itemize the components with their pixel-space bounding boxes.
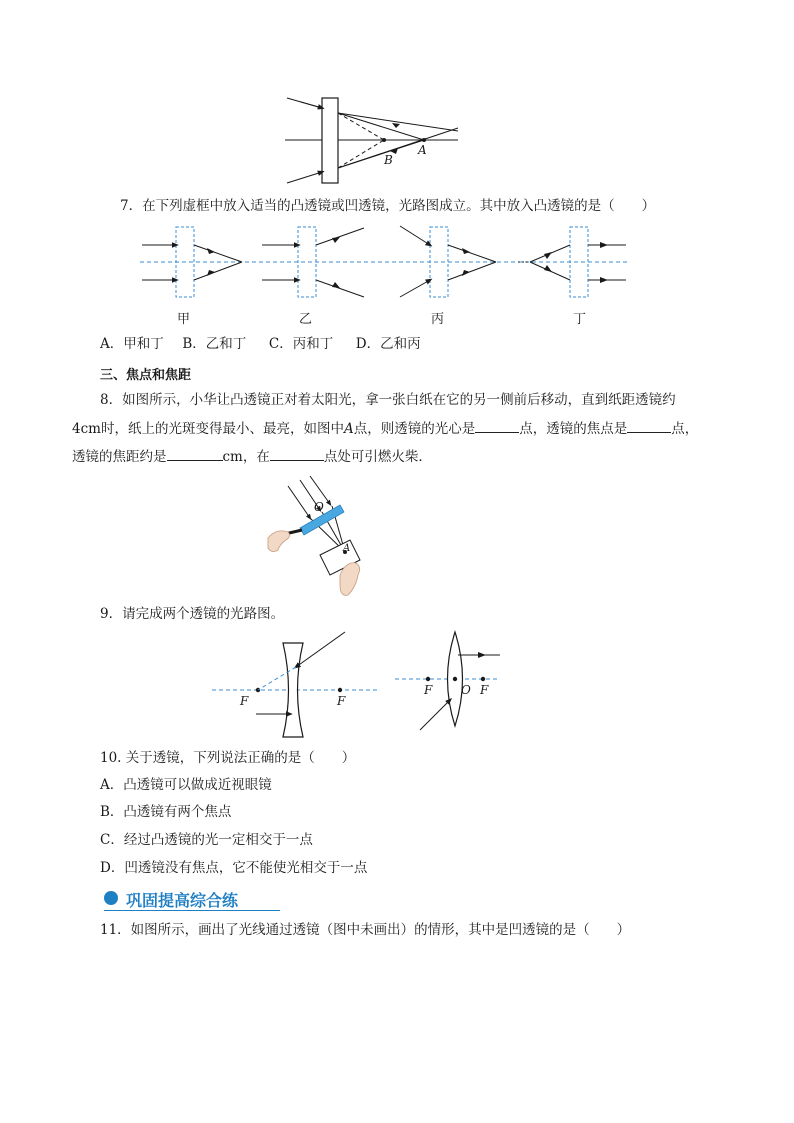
q10-option-c[interactable]: C．经过凸透镜的光一定相交于一点 (100, 832, 313, 848)
caption-yi: 乙 (299, 312, 313, 327)
caption-jia: 甲 (177, 312, 191, 327)
label-b: B (384, 153, 393, 167)
q8-text-g: 点处可引燃火柴． (323, 449, 432, 465)
caption-bing: 丙 (431, 312, 445, 327)
q8-text-b: 点，则透镜的光心是 (353, 421, 476, 437)
banner-dot-icon (104, 891, 118, 905)
q10-option-d[interactable]: D．凹透镜没有焦点，它不能使光相交于一点 (100, 860, 368, 876)
question-11: 11．如图所示，画出了光线通过透镜（图中未画出）的情形，其中是凹透镜的是（ ） (100, 922, 631, 938)
q9-right-o: O (461, 683, 471, 697)
q10-option-a[interactable]: A．凸透镜可以做成近视眼镜 (100, 777, 272, 793)
q9-right-f1: F (424, 683, 433, 697)
q8-text-d: 点， (671, 421, 699, 437)
q7-option-b[interactable]: B．乙和丁 (182, 336, 247, 352)
q9-left-f1: F (240, 694, 249, 708)
section-3-title: 三、焦点和焦距 (100, 368, 192, 383)
q9-right-f2: F (480, 683, 489, 697)
q7-option-d[interactable]: D．乙和丙 (355, 336, 421, 352)
q7-option-a[interactable]: A．甲和丁 (100, 336, 164, 352)
question-8-line1: 8．如图所示，小华让凸透镜正对着太阳光，拿一张白纸在它的另一侧前后移动，直到纸距透镜约 (100, 392, 676, 408)
q8-text-c: 点，透镜的焦点是 (519, 421, 628, 437)
q7-option-c[interactable]: C．丙和丁 (268, 336, 334, 352)
caption-ding: 丁 (573, 312, 587, 327)
q9-left-f2: F (337, 694, 346, 708)
q8-label-a: A (343, 543, 351, 554)
banner-title: 巩固提高综合练 (126, 891, 239, 910)
question-9: 9．请完成两个透镜的光路图。 (100, 606, 285, 622)
label-a: A (418, 143, 427, 157)
question-10: 10. 关于透镜，下列说法正确的是（ ） (100, 750, 356, 766)
q8-point-a: A (343, 421, 354, 437)
question-7: 7．在下列虚框中放入适当的凸透镜或凹透镜，光路图成立。其中放入凸透镜的是（ ） (120, 198, 656, 214)
q8-label-o: O (314, 500, 324, 514)
q8-text-e: 透镜的焦距约是 (72, 449, 167, 465)
section-banner (104, 888, 280, 911)
q10-option-b[interactable]: B．凸透镜有两个焦点 (100, 804, 232, 820)
q8-text-f: cm，在 (222, 449, 270, 465)
q8-text-a: 4cm时，纸上的光斑变得最小、最亮，如图中 (72, 421, 344, 437)
